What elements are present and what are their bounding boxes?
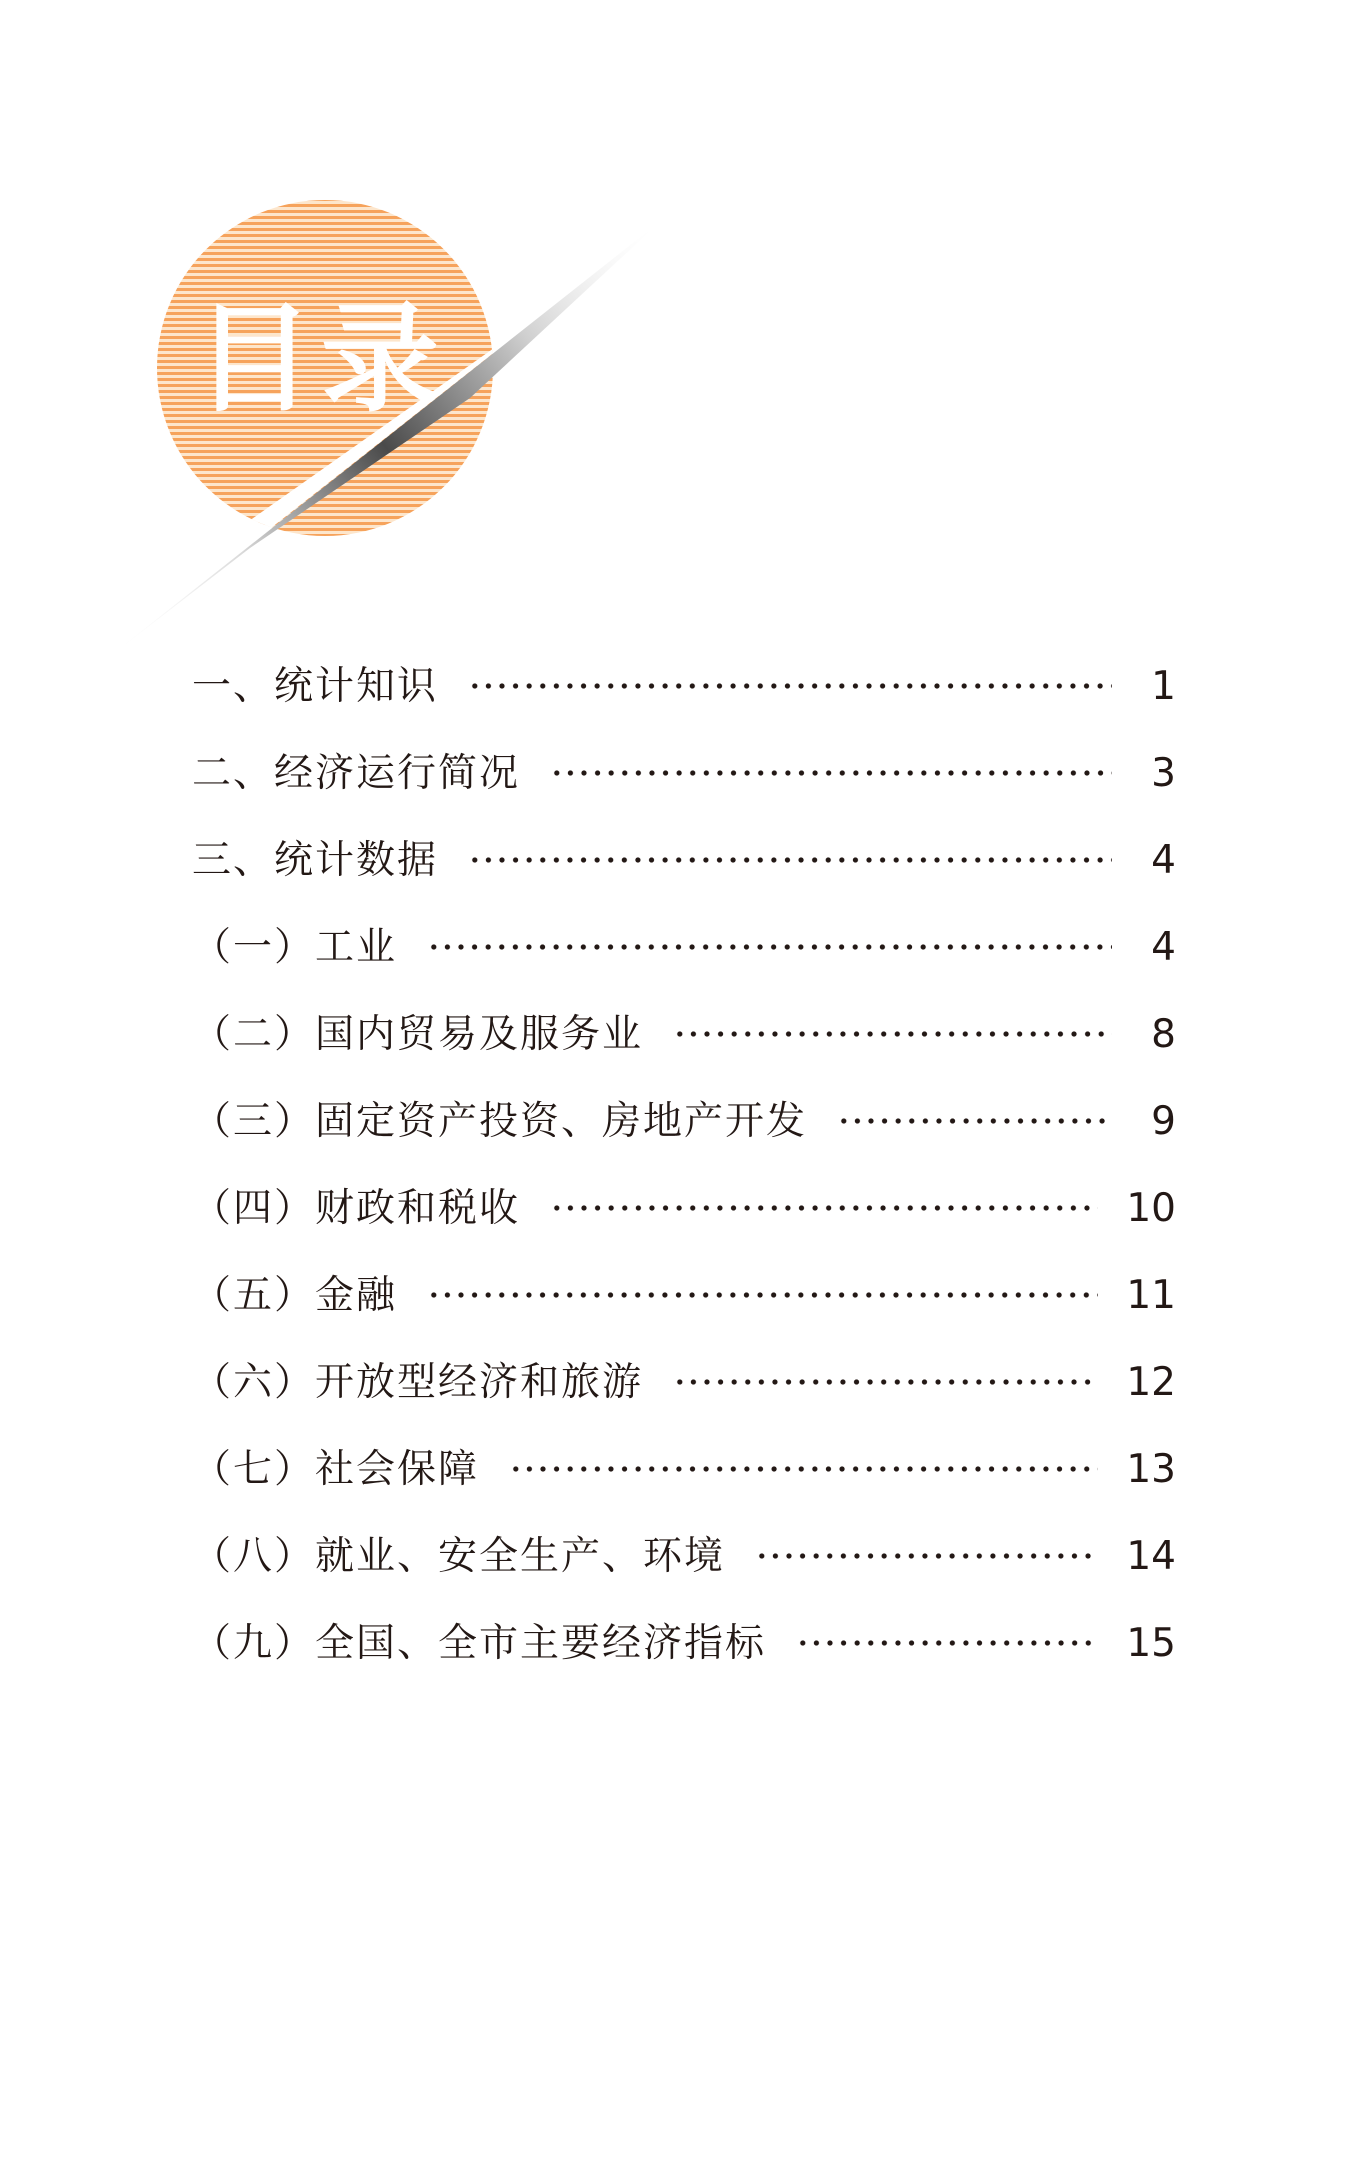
toc-entry-title: （六）开放型经济和旅游: [192, 1359, 644, 1405]
dot-leader: [673, 1031, 1112, 1037]
toc-entry-title: （五）金融: [192, 1272, 398, 1318]
toc-entry[interactable]: [192, 1615, 1176, 1671]
toc-entry-page: 4: [1151, 837, 1176, 883]
toc-entry-page: 3: [1151, 750, 1176, 796]
toc-entry-title: （八）就业、安全生产、环境: [192, 1533, 726, 1579]
toc-entry[interactable]: [192, 1528, 1176, 1584]
toc-entry-title: 三、统计数据: [192, 837, 439, 883]
dot-leader: [468, 857, 1112, 863]
toc-entry-title: （七）社会保障: [192, 1446, 480, 1492]
toc-entry[interactable]: [192, 658, 1176, 714]
toc-entry-page: 11: [1126, 1272, 1176, 1318]
toc-entry-title: 一、统计知识: [192, 663, 439, 709]
dot-leader: [468, 683, 1112, 689]
toc-entry-title: （二）国内贸易及服务业: [192, 1011, 644, 1057]
dot-leader: [837, 1118, 1112, 1124]
toc-entry-page: 1: [1151, 663, 1176, 709]
toc-entry-page: 10: [1126, 1185, 1176, 1231]
page-title: 目录: [195, 290, 448, 428]
toc-entry-title: 二、经济运行简况: [192, 750, 521, 796]
toc-entry-page: 9: [1151, 1098, 1176, 1144]
toc-entry[interactable]: [192, 919, 1176, 975]
toc-entry-page: 14: [1126, 1533, 1176, 1579]
dot-leader: [427, 944, 1112, 950]
toc-entry-title: （一）工业: [192, 924, 398, 970]
dot-leader: [755, 1553, 1098, 1559]
dot-leader: [550, 770, 1112, 776]
dot-leader: [509, 1466, 1098, 1472]
toc-entry-title: （三）固定资产投资、房地产开发: [192, 1098, 808, 1144]
dot-leader: [550, 1205, 1098, 1211]
toc-entry-page: 13: [1126, 1446, 1176, 1492]
toc-entry[interactable]: [192, 1006, 1176, 1062]
toc-entry-page: 12: [1126, 1359, 1176, 1405]
toc-entry[interactable]: [192, 1441, 1176, 1497]
toc-entry[interactable]: [192, 1267, 1176, 1323]
toc-entry-title: （九）全国、全市主要经济指标: [192, 1620, 767, 1666]
dot-leader: [427, 1292, 1098, 1298]
toc-entry[interactable]: [192, 1180, 1176, 1236]
toc-entry-page: 8: [1151, 1011, 1176, 1057]
toc-entry[interactable]: [192, 832, 1176, 888]
toc-entry[interactable]: [192, 1354, 1176, 1410]
dot-leader: [673, 1379, 1098, 1385]
toc-entry-page: 4: [1151, 924, 1176, 970]
toc-entry-title: （四）财政和税收: [192, 1185, 521, 1231]
toc-entry[interactable]: [192, 745, 1176, 801]
toc-entry[interactable]: [192, 1093, 1176, 1149]
table-of-contents: [192, 0, 1176, 2165]
dot-leader: [796, 1640, 1098, 1646]
toc-entry-page: 15: [1126, 1620, 1176, 1666]
